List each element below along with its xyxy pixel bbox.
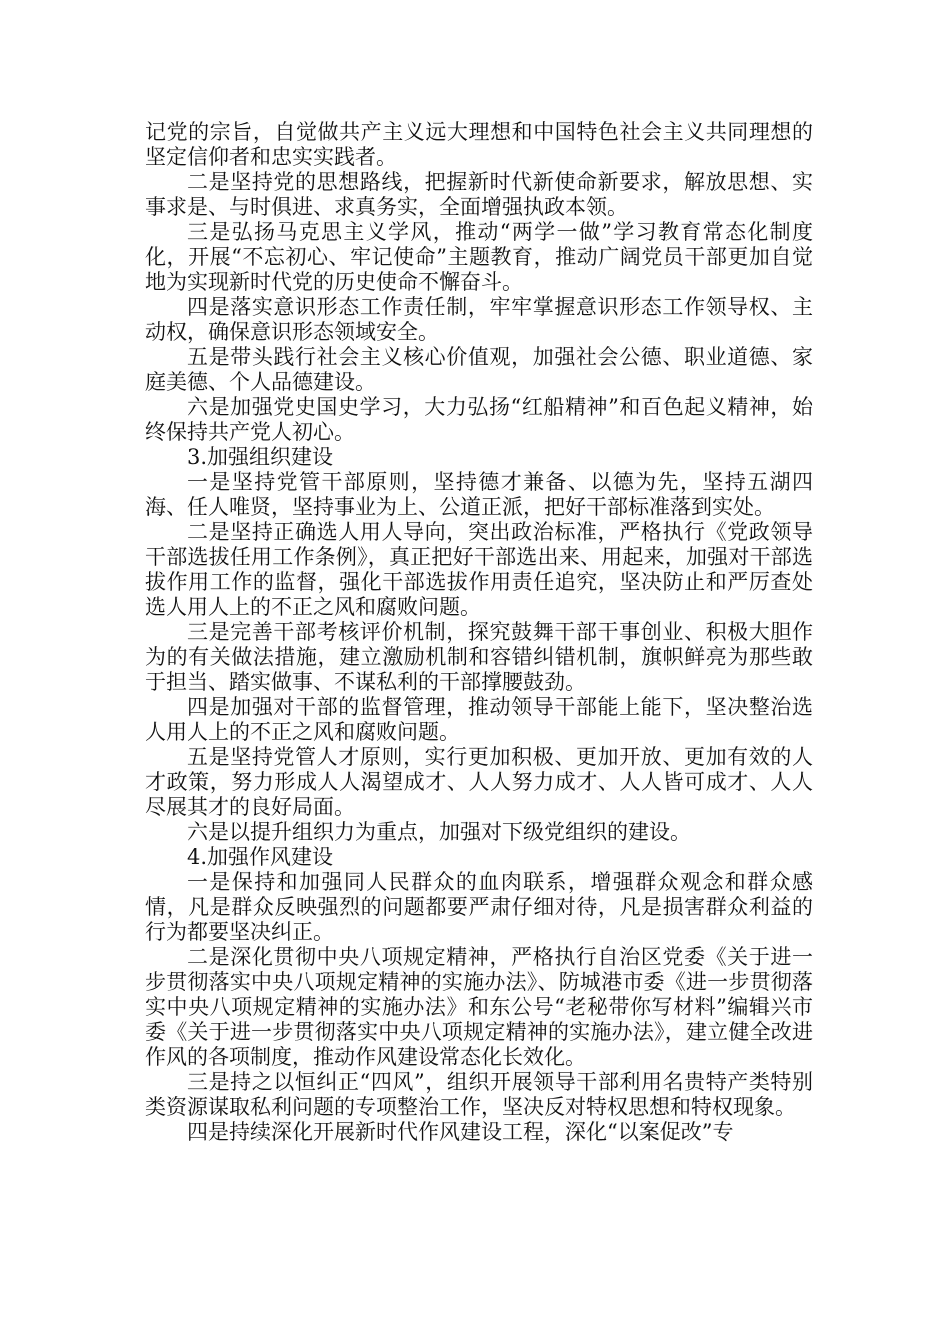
document-page [145, 120, 813, 1145]
paragraph: 三是持之以恒纠正“四风”，组织开展领导干部利用名贵特产类特别类资源谋取私利问题的专项整治工作，坚决反对特权思想和特权现象。 [145, 1070, 813, 1119]
paragraph: 二是坚持正确选人用人导向，突出政治标准，严格执行《党政领导干部选拔任用工作条例》，真正把好干部选出来、用起来，加强对干部选拔作用工作的监督，强化干部选拔作用责任追究，坚决防止和严厉查处选人用人上的不正之风和腐败问题。 [145, 520, 813, 619]
paragraph: 三是弘扬马克思主义学风，推动“两学一做”学习教育常态化制度化，开展“不忘初心、牢记使命”主题教育，推动广阔党员干部更加自觉地为实现新时代党的历史使命不懈奋斗。 [145, 220, 813, 294]
paragraph: 一是坚持党管干部原则，坚持德才兼备、以德为先，坚持五湖四海、任人唯贤，坚持事业为上、公道正派，把好干部标准落到实处。 [145, 470, 813, 519]
paragraph: 三是完善干部考核评价机制，探究鼓舞干部干事创业、积极大胆作为的有关做法措施，建立激励机制和容错纠错机制，旗帜鲜亮为那些敢于担当、踏实做事、不谋私利的干部撑腰鼓劲。 [145, 620, 813, 694]
section-heading: 4.加强作风建设 [187, 845, 334, 869]
paragraph: 记党的宗旨，自觉做共产主义远大理想和中国特色社会主义共同理想的坚定信仰者和忠实实践者。 [145, 120, 813, 169]
paragraph: 六是以提升组织力为重点，加强对下级党组织的建设。 [187, 820, 691, 844]
paragraph: 二是深化贯彻中央八项规定精神，严格执行自治区党委《关于进一步贯彻落实中央八项规定精神的实施办法》、防城港市委《进一步贯彻落实中央八项规定精神的实施办法》和东公号“老秘带你写材料”编辑兴市委《关于进一步贯彻落实中央八项规定精神的实施办法》，建立健全改进作风的各项制度，推动作风建设常态化长效化。 [145, 945, 813, 1069]
paragraph: 五是带头践行社会主义核心价值观，加强社会公德、职业道德、家庭美德、个人品德建设。 [145, 345, 813, 394]
paragraph: 五是坚持党管人才原则，实行更加积极、更加开放、更加有效的人才政策，努力形成人人渴望成才、人人努力成才、人人皆可成才、人人尽展其才的良好局面。 [145, 745, 813, 819]
section-heading: 3.加强组织建设 [187, 445, 334, 469]
paragraph: 四是落实意识形态工作责任制，牢牢掌握意识形态工作领导权、主动权，确保意识形态领域安全。 [145, 295, 813, 344]
paragraph: 一是保持和加强同人民群众的血肉联系，增强群众观念和群众感情，凡是群众反映强烈的问题都要严肃仔细对待，凡是损害群众利益的行为都要坚决纠正。 [145, 870, 813, 944]
paragraph: 六是加强党史国史学习，大力弘扬“红船精神”和百色起义精神，始终保持共产党人初心。 [145, 395, 813, 444]
paragraph: 二是坚持党的思想路线，把握新时代新使命新要求，解放思想、实事求是、与时俱进、求真务实，全面增强执政本领。 [145, 170, 813, 219]
paragraph: 四是持续深化开展新时代作风建设工程，深化“以案促改”专 [187, 1120, 734, 1144]
paragraph: 四是加强对干部的监督管理，推动领导干部能上能下，坚决整治选人用人上的不正之风和腐败问题。 [145, 695, 813, 744]
